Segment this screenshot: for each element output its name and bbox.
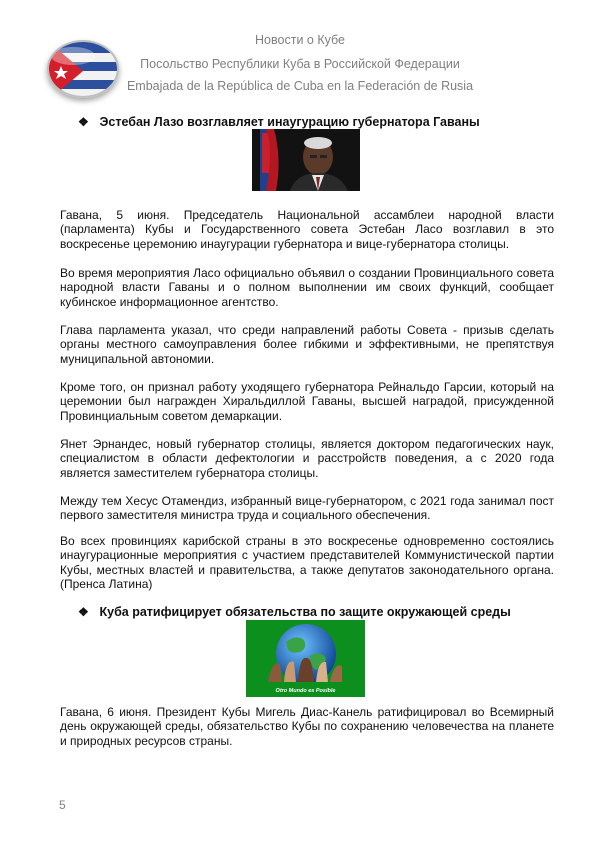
article-paragraph: Гавана, 6 июня. Президент Кубы Мигель Диас-Канель ратифицировал во Всемирный день окружающей среды, обязательство Кубы по сохранению человечества на планете и природных ресурсов страны. <box>60 705 554 748</box>
article-headline-text: Эстебан Лазо возглавляет инаугурацию губернатора Гаваны <box>99 115 480 129</box>
article-headline <box>78 115 480 129</box>
header-embassy-es: Embajada de la República de Cuba en la Federación de Rusia <box>126 79 474 93</box>
header-embassy-ru: Посольство Республики Куба в Российской Федерации <box>140 57 460 71</box>
article-paragraph: Во время мероприятия Ласо официально объявил о создании Провинциального совета народной власти Гаваны и о полном выполнении им своих функций, сообщает кубинское информационное агентство. <box>60 266 554 309</box>
article-headline <box>78 605 511 619</box>
diamond-bullet-icon: ❖ <box>78 605 89 619</box>
page-number: 5 <box>59 798 66 812</box>
diamond-bullet-icon: ❖ <box>78 115 89 129</box>
article-paragraph: Гавана, 5 июня. Председатель Национальной ассамблеи народной власти (парламента) Кубы и Государственного совета Эстебан Ласо возглавил в это воскресенье церемонию инаугурации губернатора и вице-губернатора столицы. <box>60 208 554 251</box>
article-paragraph: Кроме того, он признал работу уходящего губернатора Рейнальдо Гарсии, который на церемонии был награжден Хиральдиллой Гаваны, высшей наградой, присужденной Провинциальным советом демаркации. <box>60 380 554 423</box>
article-paragraph: Между тем Хесус Отамендиз, избранный вице-губернатором, с 2021 года занимал пост первого заместителя министра труда и социального обеспечения. <box>60 494 554 523</box>
article-paragraph: Глава парламента указал, что среди направлений работы Совета - призыв сделать органы местного самоуправления более гибкими и эффективными, не препятствуя муниципальной автономии. <box>60 323 554 366</box>
article-paragraph: Янет Эрнандес, новый губернатор столицы, является доктором педагогических наук, специалистом в области дефектологии и расстройств поведения, а с 2020 года является заместителем губернатора столицы. <box>60 437 554 480</box>
article-headline-text: Куба ратифицирует обязательства по защите окружающей среды <box>99 605 511 619</box>
header-title: Новости о Кубе <box>255 33 345 47</box>
earth-hands-photo <box>246 620 365 697</box>
photo-caption: Otro Mundo es Posible <box>275 688 336 694</box>
article-paragraph: Во всех провинциях карибской страны в это воскресенье одновременно состоялись инаугурационные мероприятия с участием представителей Коммунистической партии Кубы, местных властей и правительства, а также депутатов законодательного органа. (Пренса Латина) <box>60 534 554 592</box>
official-portrait-photo <box>252 129 360 191</box>
page-header <box>0 0 600 105</box>
